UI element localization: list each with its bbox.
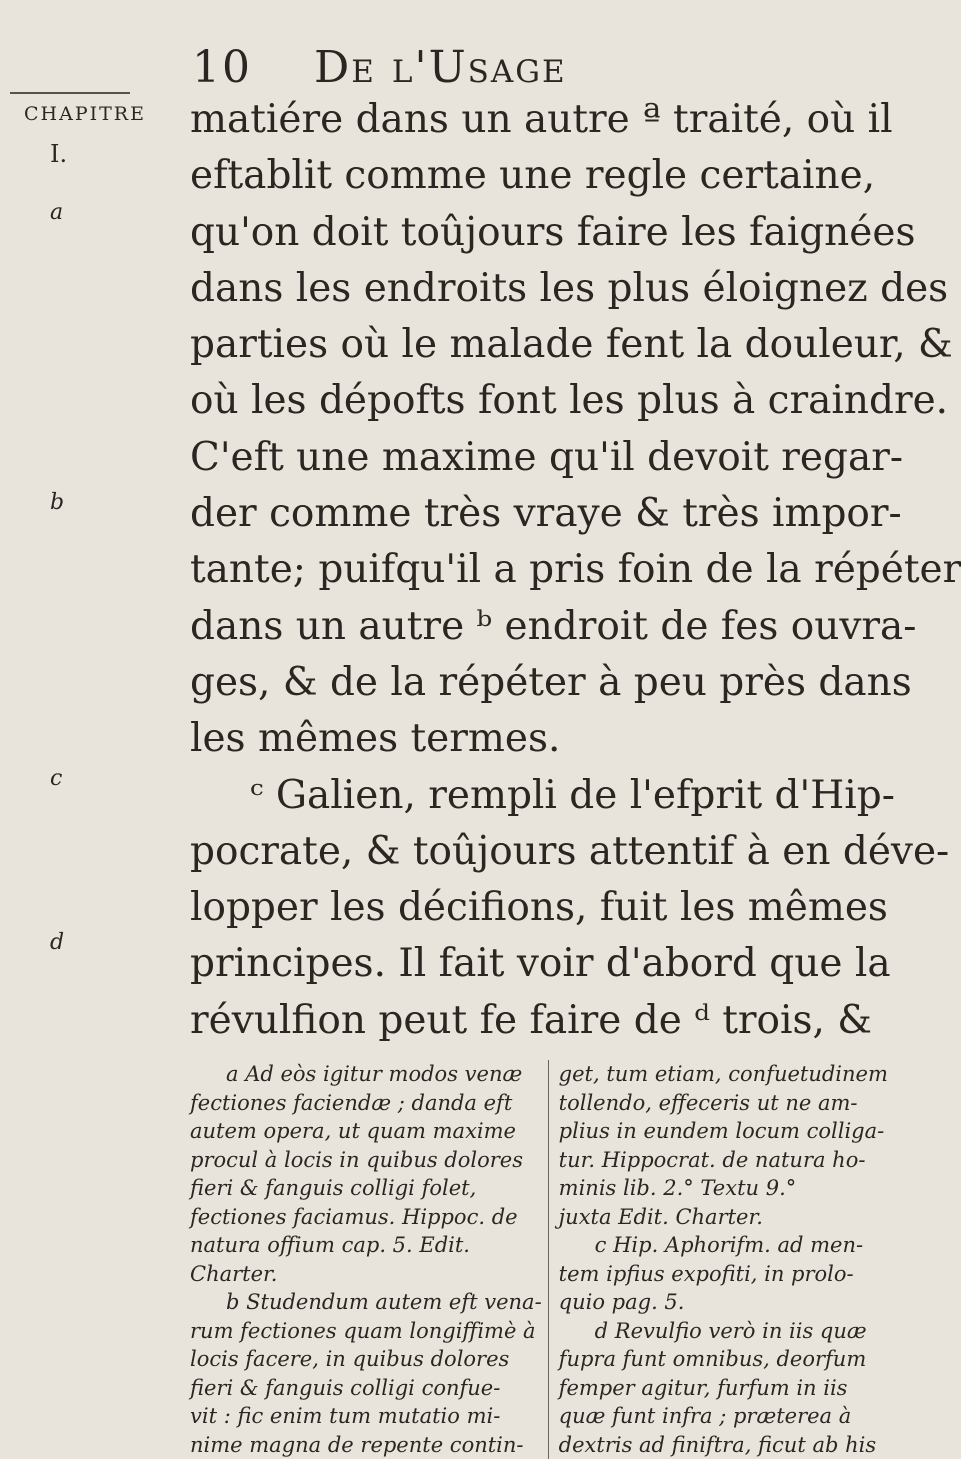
text-line: principes. Il fait voir d'abord que la (190, 936, 775, 992)
text-line: ᶜ Galien, rempli de l'efprit d'Hip- (190, 768, 775, 824)
text-line: tante; puifqu'il a pris foin de la répéter (190, 542, 775, 598)
footnote-line: femper agitur, furfum in iis (559, 1374, 888, 1403)
footnote-line: b Studendum autem eft vena- (190, 1288, 542, 1317)
footnote-line: fieri & fanguis colligi confue- (190, 1374, 542, 1403)
footnote-line: tur. Hippocrat. de natura ho- (559, 1146, 888, 1175)
running-title: De l'Usage (314, 42, 567, 93)
text-line: dans les endroits les plus éloignez des (190, 261, 775, 317)
margin-note-c: c (50, 766, 62, 791)
footnotes-right-column (559, 1060, 888, 1459)
text-line: matiére dans un autre ª traité, où il (190, 92, 775, 148)
text-line: lopper les décifions, fuit les mêmes (190, 880, 775, 936)
text-line: pocrate, & toûjours attentif à en déve- (190, 824, 775, 880)
footnote-line: tem ipfius expofiti, in prolo- (559, 1260, 888, 1289)
footnote-line: a Ad eòs igitur modos venæ (190, 1060, 542, 1089)
footnote-line: plius in eundem locum colliga- (559, 1117, 888, 1146)
text-line: qu'on doit toûjours faire les faignées (190, 205, 775, 261)
footnote-line: quæ funt infra ; præterea à (559, 1402, 888, 1431)
footnotes-left-column (190, 1060, 549, 1459)
footnote-line: locis facere, in quibus dolores (190, 1345, 542, 1374)
footnote-line: quio pag. 5. (559, 1288, 888, 1317)
text-line: révulfion peut fe faire de ᵈ trois, & (190, 993, 775, 1049)
chapter-number: I. (50, 140, 67, 168)
main-text (190, 92, 775, 1049)
footnote-line: vit : fic enim tum mutatio mi- (190, 1402, 542, 1431)
footnotes (190, 1060, 770, 1459)
running-header (192, 42, 712, 93)
footnote-line: dextris ad finiftra, ficut ab his (559, 1431, 888, 1459)
footnote-line: natura offium cap. 5. Edit. (190, 1231, 542, 1260)
footnote-line: procul à locis in quibus dolores (190, 1146, 542, 1175)
footnote-line: fectiones faciendæ ; danda eft (190, 1089, 542, 1118)
text-line: ges, & de la répéter à peu près dans (190, 655, 775, 711)
footnote-line: tollendo, effeceris ut ne am- (559, 1089, 888, 1118)
margin-note-b: b (50, 490, 64, 515)
text-line: C'eft une maxime qu'il devoit regar- (190, 430, 775, 486)
text-line: les mêmes termes. (190, 711, 775, 767)
footnote-line: juxta Edit. Charter. (559, 1203, 888, 1232)
footnote-line: Charter. (190, 1260, 542, 1289)
footnote-line: fieri & fanguis colligi folet, (190, 1174, 542, 1203)
text-line: der comme très vraye & très impor- (190, 486, 775, 542)
chapter-label: CHAPITRE (24, 103, 146, 125)
footnote-line: d Revulfio verò in iis quæ (559, 1317, 888, 1346)
footnote-line: nime magna de repente contin- (190, 1431, 542, 1459)
text-line: dans un autre ᵇ endroit de fes ouvra- (190, 599, 775, 655)
footnote-line: get, tum etiam, confuetudinem (559, 1060, 888, 1089)
footnote-line: fupra funt omnibus, deorfum (559, 1345, 888, 1374)
margin-note-a: a (50, 200, 63, 225)
header-rule (10, 92, 130, 94)
footnote-line: autem opera, ut quam maxime (190, 1117, 542, 1146)
text-line: parties où le malade fent la douleur, & (190, 317, 775, 373)
margin-note-d: d (50, 930, 64, 955)
footnote-line: minis lib. 2.° Textu 9.° (559, 1174, 888, 1203)
page-number: 10 (192, 42, 252, 93)
footnote-line: c Hip. Aphorifm. ad men- (559, 1231, 888, 1260)
footnote-line: fectiones faciamus. Hippoc. de (190, 1203, 542, 1232)
text-line: où les dépofts font les plus à craindre. (190, 373, 775, 429)
footnote-line: rum fectiones quam longiffimè à (190, 1317, 542, 1346)
text-line: eftablit comme une regle certaine, (190, 148, 775, 204)
